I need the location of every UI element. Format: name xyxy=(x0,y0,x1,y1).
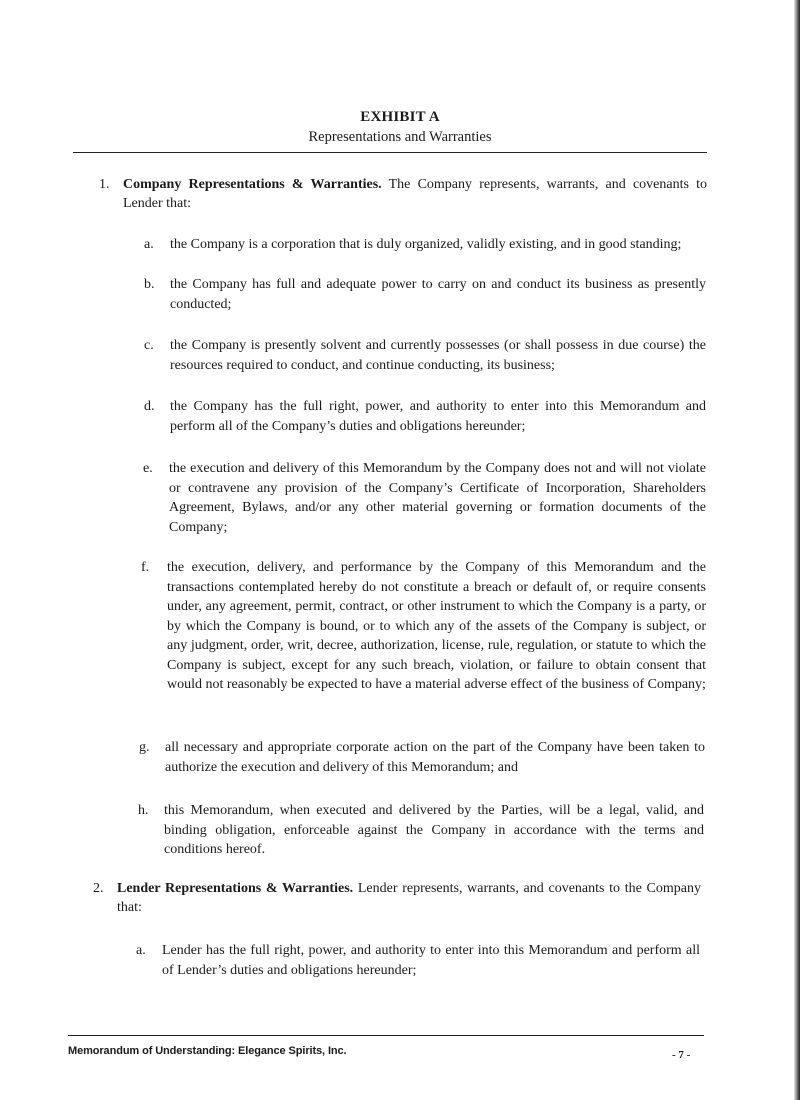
list-item xyxy=(143,459,706,537)
item-text: Lender has the full right, power, and authority to enter into this Memorandum and perform all of Lender’s duties and obligations hereunder; xyxy=(162,943,700,978)
list-item xyxy=(144,336,706,375)
item-text: the Company is presently solvent and currently possesses (or shall possess in due course) the resources required to conduct, and continue conducting, its business; xyxy=(170,338,706,373)
item-text: the execution, delivery, and performance by the Company of this Memorandum and the transactions contemplated hereby do not constitute a breach or default of, or require consents under, any agreement, permit, contract, or other instrument to which the Company is a party, or by which the Company is bound, or to which any of the assets of the Company is subject, or any judgment, order, writ, decree, authorization, license, rule, regulation, or statute to which the Company is subject, except for any such breach, violation, or failure to obtain consent that would not reasonably be expected to have a material adverse effect of the business of Company; xyxy=(167,560,706,692)
list-item xyxy=(139,738,705,777)
item-text: all necessary and appropriate corporate action on the part of the Company have been taken to authorize the execution and delivery of this Memorandum; and xyxy=(165,740,705,775)
item-letter: b. xyxy=(144,277,155,292)
section-heading: Company Representations & Warranties. xyxy=(123,177,382,192)
list-item xyxy=(136,941,700,980)
item-letter: h. xyxy=(138,803,149,818)
section-intro: Lender represents, warrants, and covenants to the Company that: xyxy=(117,881,701,915)
item-letter: a. xyxy=(144,237,154,252)
item-text: the execution and delivery of this Memorandum by the Company does not and will not violate or contravene any provision of the Company’s Certificate of Incorporation, Shareholders Agreement, Bylaws, and/or any other material governing or formation documents of the Company; xyxy=(169,461,706,535)
item-letter: f. xyxy=(141,560,150,575)
exhibit-title: EXHIBIT A xyxy=(360,109,440,125)
item-text: the Company is a corporation that is duly organized, validly existing, and in good standing; xyxy=(170,237,682,252)
item-letter: d. xyxy=(144,399,155,414)
section-2 xyxy=(93,879,701,917)
section-number: 2. xyxy=(93,881,104,896)
list-item xyxy=(141,558,706,695)
item-text: the Company has the full right, power, and authority to enter into this Memorandum and perform all of the Company’s duties and obligations hereunder; xyxy=(170,399,706,434)
footer-document-name: Memorandum of Understanding: Elegance Spirits, Inc. xyxy=(68,1045,347,1057)
section-number: 1. xyxy=(99,177,110,192)
item-letter: a. xyxy=(136,943,146,958)
footer-divider xyxy=(68,1035,704,1036)
item-text: the Company has full and adequate power to carry on and conduct its business as presently conducted; xyxy=(170,277,706,312)
header-divider xyxy=(73,152,707,153)
exhibit-subtitle: Representations and Warranties xyxy=(308,129,492,145)
item-letter: e. xyxy=(143,461,153,476)
item-text: this Memorandum, when executed and delivered by the Parties, will be a legal, valid, and binding obligation, enforceable against the Company in accordance with the terms and conditions hereof. xyxy=(164,803,704,857)
list-item xyxy=(144,397,706,436)
section-heading: Lender Representations & Warranties. xyxy=(117,881,354,896)
list-item xyxy=(144,275,706,314)
list-item xyxy=(138,801,704,860)
item-letter: c. xyxy=(144,338,154,353)
item-letter: g. xyxy=(139,740,150,755)
list-item xyxy=(144,235,706,255)
section-1 xyxy=(99,175,708,213)
section-intro: The Company represents, warrants, and covenants to Lender that: xyxy=(123,177,708,211)
page-number: - 7 - xyxy=(672,1049,691,1061)
